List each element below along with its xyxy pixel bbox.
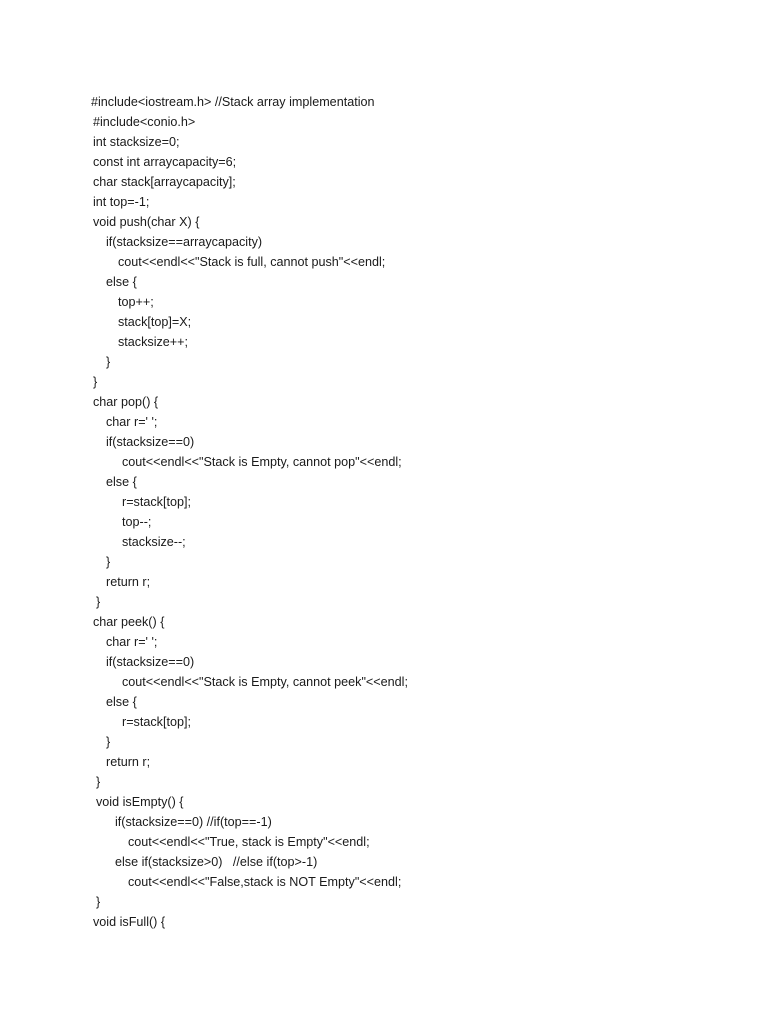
code-line: char stack[arraycapacity]; (93, 175, 236, 189)
code-line: if(stacksize==0) //if(top==-1) (115, 815, 272, 829)
code-line: } (106, 355, 111, 369)
code-line: char pop() { (93, 395, 159, 409)
code-line: void push(char X) { (93, 215, 200, 229)
code-listing (0, 92, 408, 932)
code-line: cout<<endl<<"Stack is Empty, cannot pop"<<endl; (122, 455, 402, 469)
code-line: else { (106, 275, 137, 289)
code-line: int top=-1; (93, 195, 150, 209)
code-line: } (106, 555, 111, 569)
code-line: return r; (106, 575, 151, 589)
code-line: char r=' '; (106, 415, 158, 429)
code-line: stack[top]=X; (118, 315, 192, 329)
code-line: if(stacksize==arraycapacity) (106, 235, 263, 249)
code-line: #include<iostream.h> //Stack array implementation (91, 95, 375, 109)
code-line: return r; (106, 755, 151, 769)
code-line: int stacksize=0; (93, 135, 180, 149)
code-line: top--; (122, 515, 152, 529)
code-line: else if(stacksize>0) //else if(top>-1) (115, 855, 318, 869)
code-line: else { (106, 475, 137, 489)
code-line: void isFull() { (93, 915, 166, 929)
code-line: else { (106, 695, 137, 709)
code-line: stacksize--; (122, 535, 186, 549)
code-line: } (96, 775, 101, 789)
code-line: char peek() { (93, 615, 165, 629)
code-line: } (96, 595, 101, 609)
code-line: char r=' '; (106, 635, 158, 649)
code-line: stacksize++; (118, 335, 188, 349)
code-line: } (93, 375, 98, 389)
code-line: cout<<endl<<"False,stack is NOT Empty"<<endl; (128, 875, 402, 889)
code-line: } (96, 895, 101, 909)
code-line: cout<<endl<<"Stack is Empty, cannot peek"<<endl; (122, 675, 408, 689)
code-line: r=stack[top]; (122, 715, 191, 729)
code-line: cout<<endl<<"True, stack is Empty"<<endl; (128, 835, 370, 849)
code-line: } (106, 735, 111, 749)
code-line: cout<<endl<<"Stack is full, cannot push"<<endl; (118, 255, 386, 269)
code-line: if(stacksize==0) (106, 435, 195, 449)
code-line: r=stack[top]; (122, 495, 191, 509)
code-line: top++; (118, 295, 154, 309)
code-line: if(stacksize==0) (106, 655, 195, 669)
code-line: #include<conio.h> (93, 115, 196, 129)
code-line: const int arraycapacity=6; (93, 155, 237, 169)
code-line: void isEmpty() { (96, 795, 184, 809)
